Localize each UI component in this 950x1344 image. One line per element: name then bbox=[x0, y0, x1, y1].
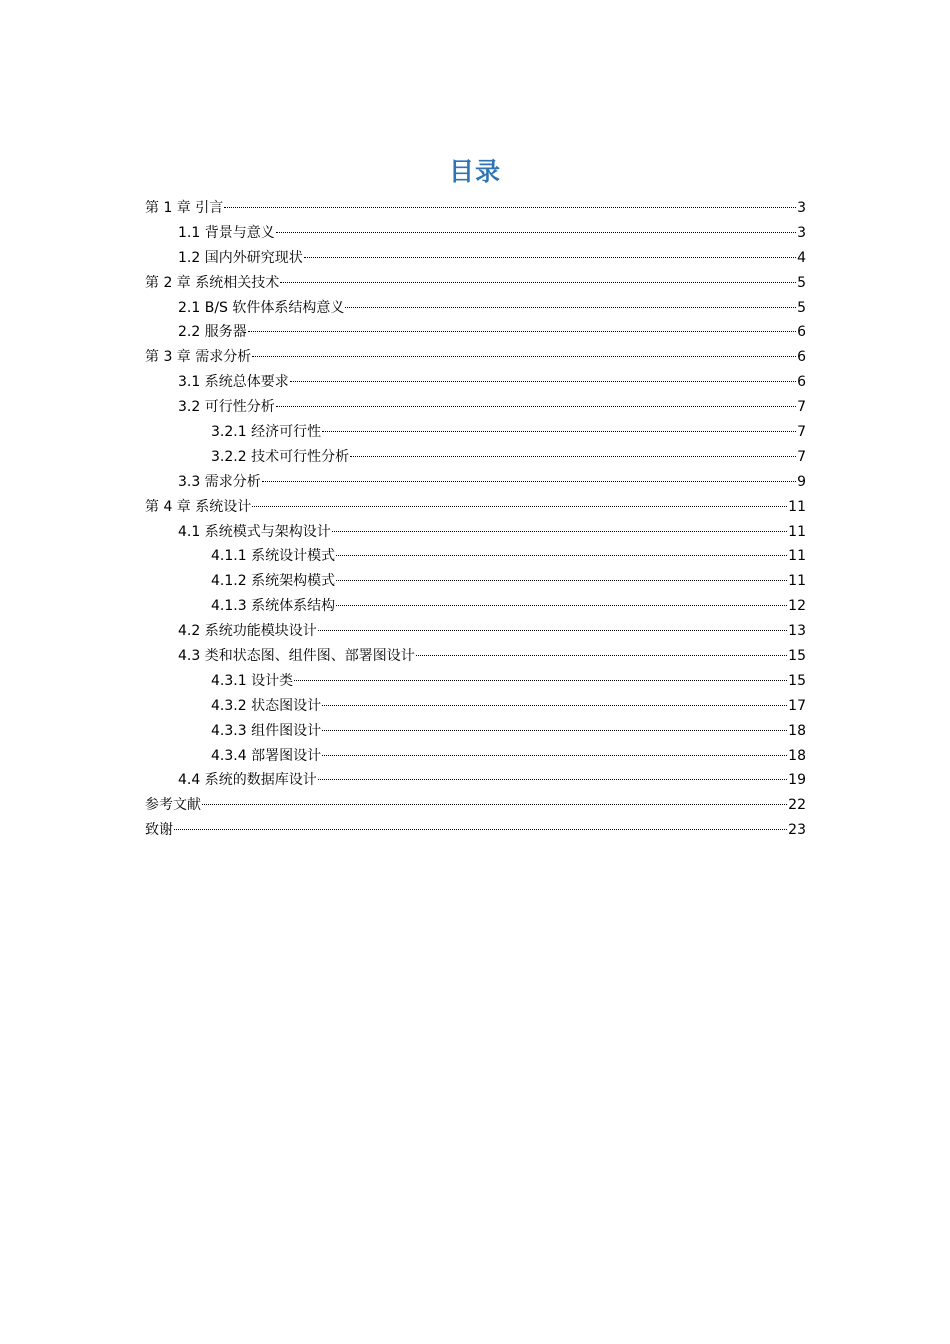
toc-entry[interactable] bbox=[145, 818, 806, 843]
toc-entry-label: 4.1 系统模式与架构设计 bbox=[178, 523, 331, 540]
toc-dot-leader bbox=[318, 630, 787, 631]
toc-dot-leader bbox=[336, 605, 787, 606]
toc-entry-page-number: 11 bbox=[788, 573, 806, 590]
toc-dot-leader bbox=[290, 381, 796, 382]
toc-entry-page-number: 18 bbox=[788, 722, 806, 739]
toc-entry-page-number: 11 bbox=[788, 548, 806, 565]
toc-entry-label: 3.2 可行性分析 bbox=[178, 399, 275, 416]
toc-entry-label: 参考文献 bbox=[145, 797, 201, 814]
toc-entry[interactable] bbox=[145, 420, 806, 445]
toc-dot-leader bbox=[202, 804, 787, 805]
toc-entry-page-number: 17 bbox=[788, 697, 806, 714]
toc-entry-label: 1.1 背景与意义 bbox=[178, 224, 275, 241]
toc-dot-leader bbox=[350, 456, 796, 457]
toc-entry[interactable] bbox=[145, 669, 806, 694]
toc-entry-page-number: 7 bbox=[797, 448, 806, 465]
toc-entry-label: 第 4 章 系统设计 bbox=[145, 498, 252, 515]
toc-entry[interactable] bbox=[145, 719, 806, 744]
toc-dot-leader bbox=[276, 406, 796, 407]
toc-entry-page-number: 13 bbox=[788, 623, 806, 640]
toc-entry-page-number: 11 bbox=[788, 498, 806, 515]
toc-entry-label: 3.2.1 经济可行性 bbox=[211, 424, 322, 441]
toc-dot-leader bbox=[304, 257, 796, 258]
toc-entry-label: 3.3 需求分析 bbox=[178, 473, 261, 490]
toc-entry-page-number: 5 bbox=[797, 299, 806, 316]
toc-entry-label: 4.4 系统的数据库设计 bbox=[178, 772, 317, 789]
toc-entry-page-number: 15 bbox=[788, 648, 806, 665]
toc-entry[interactable] bbox=[145, 619, 806, 644]
toc-dot-leader bbox=[224, 207, 796, 208]
toc-entry-label: 4.3.4 部署图设计 bbox=[211, 747, 322, 764]
toc-dot-leader bbox=[294, 680, 787, 681]
toc-entry-page-number: 6 bbox=[797, 349, 806, 366]
toc-dot-leader bbox=[280, 282, 796, 283]
toc-entry-page-number: 3 bbox=[797, 200, 806, 216]
toc-entry[interactable] bbox=[145, 520, 806, 545]
toc-dot-leader bbox=[252, 506, 787, 507]
toc-entry[interactable] bbox=[145, 345, 806, 370]
toc-entry-page-number: 6 bbox=[797, 374, 806, 391]
toc-dot-leader bbox=[416, 655, 787, 656]
toc-entry[interactable] bbox=[145, 470, 806, 495]
toc-dot-leader bbox=[332, 531, 787, 532]
toc-entry[interactable] bbox=[145, 569, 806, 594]
toc-dot-leader bbox=[276, 232, 796, 233]
toc-entry[interactable] bbox=[145, 744, 806, 769]
toc-entry-label: 4.3 类和状态图、组件图、部署图设计 bbox=[178, 648, 415, 665]
toc-entry-label: 2.2 服务器 bbox=[178, 324, 247, 341]
toc-entry-label: 4.2 系统功能模块设计 bbox=[178, 623, 317, 640]
toc-entry[interactable] bbox=[145, 246, 806, 271]
toc-entry[interactable] bbox=[145, 196, 806, 221]
toc-entry-page-number: 7 bbox=[797, 424, 806, 441]
toc-entry-label: 4.3.3 组件图设计 bbox=[211, 722, 322, 739]
toc-dot-leader bbox=[336, 555, 787, 556]
toc-entry-label: 4.1.3 系统体系结构 bbox=[211, 598, 336, 615]
toc-entry-label: 第 3 章 需求分析 bbox=[145, 349, 252, 366]
toc-entry[interactable] bbox=[145, 370, 806, 395]
toc-entry[interactable] bbox=[145, 544, 806, 569]
toc-entry[interactable] bbox=[145, 445, 806, 470]
toc-entry-page-number: 7 bbox=[797, 399, 806, 416]
toc-entry-label: 4.1.2 系统架构模式 bbox=[211, 573, 336, 590]
toc-entry-page-number: 4 bbox=[797, 249, 806, 266]
toc-dot-leader bbox=[336, 580, 787, 581]
table-of-contents bbox=[145, 196, 806, 843]
toc-dot-leader bbox=[322, 705, 787, 706]
toc-entry-label: 4.3.1 设计类 bbox=[211, 672, 294, 689]
toc-entry[interactable] bbox=[145, 495, 806, 520]
toc-dot-leader bbox=[248, 331, 796, 332]
toc-entry[interactable] bbox=[145, 395, 806, 420]
toc-dot-leader bbox=[174, 829, 787, 830]
toc-entry[interactable] bbox=[145, 644, 806, 669]
toc-entry-page-number: 5 bbox=[797, 274, 806, 291]
toc-entry-page-number: 9 bbox=[797, 473, 806, 490]
toc-entry-page-number: 6 bbox=[797, 324, 806, 341]
toc-entry-label: 4.3.2 状态图设计 bbox=[211, 697, 322, 714]
toc-entry-label: 3.2.2 技术可行性分析 bbox=[211, 448, 350, 465]
toc-entry-label: 3.1 系统总体要求 bbox=[178, 374, 289, 391]
toc-entry[interactable] bbox=[145, 296, 806, 321]
toc-dot-leader bbox=[345, 307, 796, 308]
toc-entry[interactable] bbox=[145, 221, 806, 246]
toc-entry-page-number: 23 bbox=[788, 822, 806, 839]
toc-entry-label: 2.1 B/S 软件体系结构意义 bbox=[178, 299, 345, 316]
toc-entry[interactable] bbox=[145, 320, 806, 345]
toc-entry[interactable] bbox=[145, 271, 806, 296]
toc-dot-leader bbox=[322, 755, 787, 756]
toc-entry[interactable] bbox=[145, 793, 806, 818]
toc-entry[interactable] bbox=[145, 594, 806, 619]
toc-title: 目录 bbox=[448, 157, 501, 186]
toc-entry-label: 4.1.1 系统设计模式 bbox=[211, 548, 336, 565]
toc-entry-page-number: 18 bbox=[788, 747, 806, 764]
toc-entry-page-number: 3 bbox=[797, 224, 806, 241]
toc-entry-label: 致谢 bbox=[145, 822, 173, 839]
toc-entry-label: 第 1 章 引言 bbox=[145, 200, 224, 216]
toc-dot-leader bbox=[322, 431, 796, 432]
toc-entry[interactable] bbox=[145, 768, 806, 793]
toc-entry-page-number: 11 bbox=[788, 523, 806, 540]
toc-entry-page-number: 19 bbox=[788, 772, 806, 789]
toc-entry[interactable] bbox=[145, 694, 806, 719]
toc-entry-page-number: 22 bbox=[788, 797, 806, 814]
toc-dot-leader bbox=[318, 779, 787, 780]
toc-entry-page-number: 12 bbox=[788, 598, 806, 615]
toc-dot-leader bbox=[252, 356, 796, 357]
toc-entry-page-number: 15 bbox=[788, 672, 806, 689]
toc-entry-label: 1.2 国内外研究现状 bbox=[178, 249, 303, 266]
toc-dot-leader bbox=[322, 730, 787, 731]
toc-entry-label: 第 2 章 系统相关技术 bbox=[145, 274, 280, 291]
toc-dot-leader bbox=[262, 481, 796, 482]
